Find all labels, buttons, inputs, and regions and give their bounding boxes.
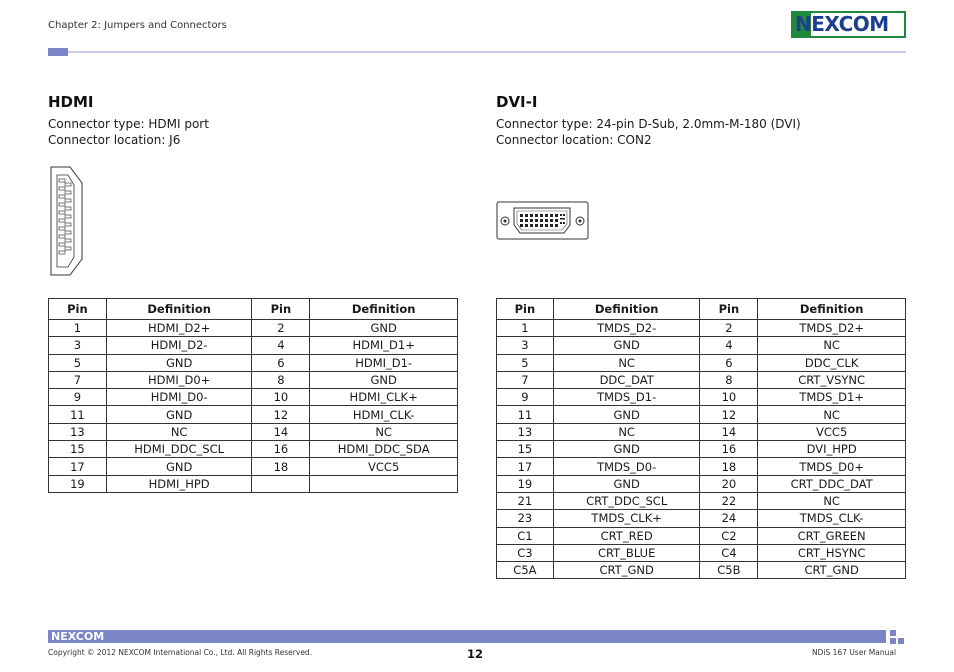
pin-definition-cell: CRT_GND [553,562,700,579]
nexcom-logo [791,11,906,38]
pin-number-cell: 15 [49,441,107,458]
pin-number-cell: C4 [700,544,758,561]
column-header: Pin [252,299,310,320]
pin-definition-cell: NC [758,492,906,509]
table-row [49,423,458,440]
pin-definition-cell: GND [553,337,700,354]
table-row [497,354,906,371]
pin-definition-cell: GND [310,320,458,337]
logo-text: NEXCOM [795,12,889,36]
hdmi-section [48,93,209,148]
pin-definition-cell: HDMI_DDC_SDA [310,441,458,458]
pin-number-cell: 15 [497,441,554,458]
table-row [497,492,906,509]
pin-number-cell: 14 [700,423,758,440]
table-row [49,406,458,423]
pin-definition-cell: NC [758,406,906,423]
table-row [497,562,906,579]
table-row [49,458,458,475]
pin-number-cell: 5 [49,354,107,371]
pin-definition-cell: GND [310,371,458,388]
table-header-row [49,299,458,320]
pin-definition-cell: GND [553,406,700,423]
pin-number-cell: 8 [252,371,310,388]
pin-number-cell: 4 [252,337,310,354]
pin-number-cell: 1 [497,320,554,337]
pin-definition-cell: TMDS_D0- [553,458,700,475]
pin-definition-cell: HDMI_D0- [106,389,252,406]
table-row [497,423,906,440]
pin-number-cell: 4 [700,337,758,354]
pin-number-cell: 6 [700,354,758,371]
pin-number-cell: 7 [497,371,554,388]
pin-definition-cell: VCC5 [310,458,458,475]
dvi-connector-location: Connector location: CON2 [496,133,652,147]
footer-square-decoration [890,638,896,644]
pin-number-cell: 19 [497,475,554,492]
pin-definition-cell: VCC5 [758,423,906,440]
pin-definition-cell: HDMI_HPD [106,475,252,492]
pin-definition-cell: GND [553,441,700,458]
footer-logo: NEXCOM [51,630,105,643]
pin-definition-cell: GND [553,475,700,492]
pin-number-cell: 17 [49,458,107,475]
table-row [497,337,906,354]
footer-square-decoration [890,630,896,636]
manual-name: NDiS 167 User Manual [812,648,897,657]
pin-number-cell: C1 [497,527,554,544]
pin-definition-cell: HDMI_CLK- [310,406,458,423]
pin-number-cell: 10 [252,389,310,406]
pin-number-cell: 2 [252,320,310,337]
dvi-title: DVI-I [496,93,538,111]
pin-definition-cell: CRT_BLUE [553,544,700,561]
pin-definition-cell: NC [758,337,906,354]
table-row [49,371,458,388]
table-row [49,337,458,354]
pin-definition-cell: NC [106,423,252,440]
pin-number-cell: 14 [252,423,310,440]
pin-number-cell [252,475,310,492]
hdmi-connector-type: Connector type: HDMI port [48,117,209,131]
pin-number-cell: 12 [700,406,758,423]
pin-number-cell: 21 [497,492,554,509]
pin-number-cell: 17 [497,458,554,475]
pin-definition-cell: NC [310,423,458,440]
column-header: Definition [310,299,458,320]
pin-definition-cell: CRT_RED [553,527,700,544]
pin-definition-cell: GND [106,406,252,423]
pin-number-cell: 11 [49,406,107,423]
pin-definition-cell: DDC_DAT [553,371,700,388]
pin-number-cell: C5B [700,562,758,579]
pin-definition-cell: TMDS_CLK+ [553,510,700,527]
chapter-heading: Chapter 2: Jumpers and Connectors [48,20,227,31]
column-header: Definition [553,299,700,320]
pin-definition-cell: HDMI_D2+ [106,320,252,337]
table-row [497,406,906,423]
pin-number-cell: 8 [700,371,758,388]
pin-number-cell: 23 [497,510,554,527]
pin-number-cell: 7 [49,371,107,388]
pin-definition-cell: TMDS_D0+ [758,458,906,475]
dvi-connector-type: Connector type: 24-pin D-Sub, 2.0mm-M-180 (DVI) [496,117,801,131]
pin-definition-cell: CRT_DDC_DAT [758,475,906,492]
pin-number-cell: 16 [252,441,310,458]
page-number: 12 [467,647,484,661]
pin-definition-cell: HDMI_DDC_SCL [106,441,252,458]
header-rule [68,51,906,53]
pin-definition-cell: TMDS_D2+ [758,320,906,337]
pin-number-cell: 10 [700,389,758,406]
pin-definition-cell: CRT_VSYNC [758,371,906,388]
pin-number-cell: 2 [700,320,758,337]
table-row [497,320,906,337]
pin-definition-cell: HDMI_D2- [106,337,252,354]
pin-number-cell: 3 [497,337,554,354]
pin-definition-cell [310,475,458,492]
pin-number-cell: 13 [49,423,107,440]
hdmi-connector-location: Connector location: J6 [48,133,181,147]
pin-number-cell: 13 [497,423,554,440]
table-row [49,354,458,371]
pin-definition-cell: TMDS_CLK- [758,510,906,527]
pin-definition-cell: DVI_HPD [758,441,906,458]
dvi-pin-table [496,298,906,579]
pin-number-cell: 9 [49,389,107,406]
copyright-text: Copyright © 2012 NEXCOM International Co., Ltd. All Rights Reserved. [48,648,313,657]
pin-definition-cell: DDC_CLK [758,354,906,371]
pin-number-cell: 1 [49,320,107,337]
pin-number-cell: 12 [252,406,310,423]
table-row [497,527,906,544]
pin-definition-cell: TMDS_D1+ [758,389,906,406]
pin-number-cell: 6 [252,354,310,371]
pin-definition-cell: NC [553,423,700,440]
column-header: Pin [497,299,554,320]
column-header: Pin [700,299,758,320]
table-row [49,320,458,337]
table-row [497,544,906,561]
pin-number-cell: C2 [700,527,758,544]
pin-definition-cell: HDMI_D1+ [310,337,458,354]
hdmi-pin-table [48,298,458,493]
hdmi-connector-diagram [48,165,84,277]
table-row [497,475,906,492]
column-header: Definition [106,299,252,320]
pin-definition-cell: GND [106,458,252,475]
pin-number-cell: 16 [700,441,758,458]
pin-number-cell: 11 [497,406,554,423]
table-row [497,510,906,527]
pin-number-cell: 22 [700,492,758,509]
pin-number-cell: 5 [497,354,554,371]
pin-definition-cell: HDMI_D1- [310,354,458,371]
pin-number-cell: 18 [700,458,758,475]
table-row [49,441,458,458]
pin-number-cell: C5A [497,562,554,579]
table-header-row [497,299,906,320]
header-accent-bar [48,48,68,56]
hdmi-title: HDMI [48,93,94,111]
pin-definition-cell: CRT_GREEN [758,527,906,544]
pin-definition-cell: NC [553,354,700,371]
footer-bar [48,630,886,643]
pin-definition-cell: HDMI_D0+ [106,371,252,388]
pin-definition-cell: HDMI_CLK+ [310,389,458,406]
dvi-section [496,93,801,148]
table-row [497,371,906,388]
dvi-connector-diagram [496,201,590,241]
pin-number-cell: 24 [700,510,758,527]
table-row [497,441,906,458]
pin-definition-cell: CRT_DDC_SCL [553,492,700,509]
pin-number-cell: 20 [700,475,758,492]
table-row [497,389,906,406]
pin-definition-cell: GND [106,354,252,371]
pin-number-cell: 19 [49,475,107,492]
table-row [49,389,458,406]
pin-number-cell: 3 [49,337,107,354]
pin-definition-cell: TMDS_D2- [553,320,700,337]
pin-number-cell: 18 [252,458,310,475]
column-header: Pin [49,299,107,320]
pin-number-cell: C3 [497,544,554,561]
pin-definition-cell: TMDS_D1- [553,389,700,406]
table-row [497,458,906,475]
pin-number-cell: 9 [497,389,554,406]
pin-definition-cell: CRT_GND [758,562,906,579]
footer-square-decoration [898,638,904,644]
table-row [49,475,458,492]
column-header: Definition [758,299,906,320]
pin-definition-cell: CRT_HSYNC [758,544,906,561]
